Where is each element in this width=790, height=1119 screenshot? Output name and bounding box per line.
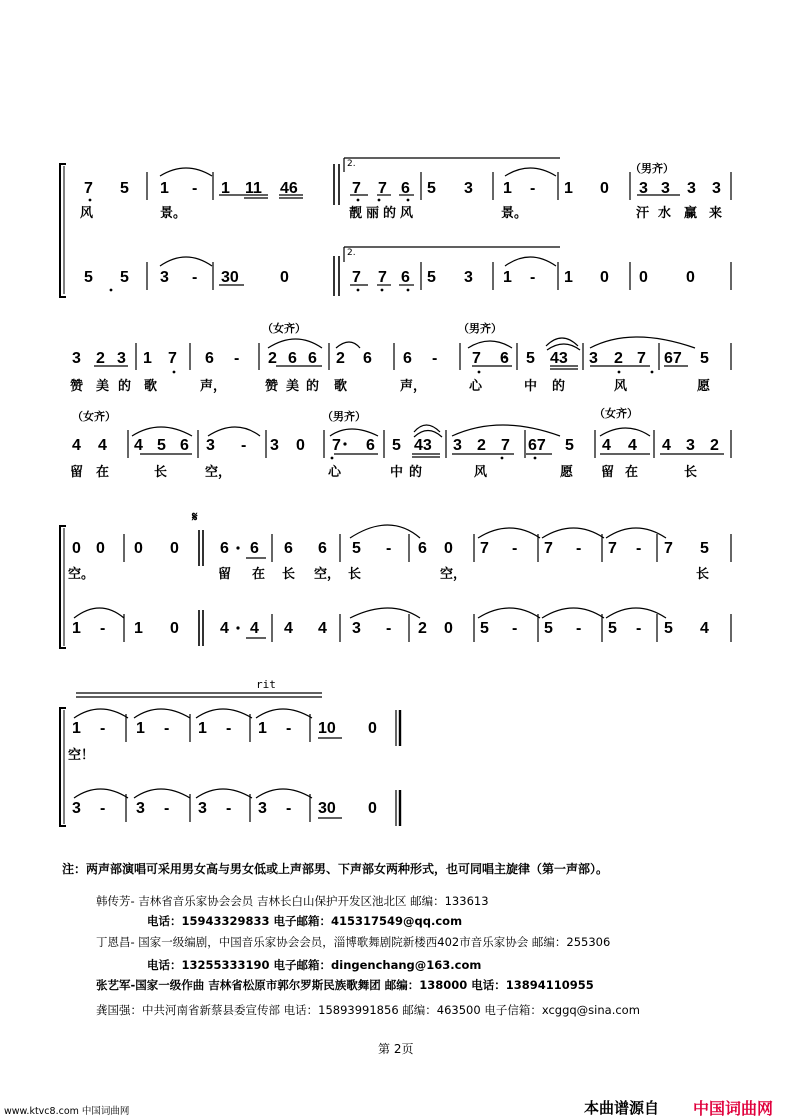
note: 43 [550,350,568,367]
note: 7 [332,437,341,454]
part-mark-male: （男齐） [630,162,674,175]
lyric: 风 [614,379,628,394]
lyric: 风 [474,465,488,480]
note: - [636,540,642,557]
note: 43 [414,437,432,454]
note: - [386,620,392,637]
lyric: 靓丽的风 [349,206,418,221]
note: 1 [258,720,267,737]
note: 3 [352,620,361,637]
lyric: 空， [205,465,232,480]
lyric: 歌 [334,379,348,394]
note: 5 [664,620,673,637]
note: 3 [160,269,169,286]
lyric: 来 [709,206,723,221]
note: 2 [477,437,486,454]
credit-line: 电话：15943329833 电子邮箱：415317549@qq.com [147,914,463,928]
note: 5 [700,540,709,557]
note: 4 [284,620,293,637]
note: 5 [480,620,489,637]
volta-mark-lower: 2. [347,248,356,258]
note: 7 [378,180,387,197]
note: 7 [168,350,177,367]
lyric: 赢 [684,206,698,221]
note: 1 [136,720,145,737]
lyric: 声， [400,379,427,394]
lyric: 的 [306,379,320,394]
note: - [432,350,438,367]
lyric: 愿 [697,379,711,394]
note: 3 [136,800,145,817]
note: 6 [220,540,229,557]
note: 5 [392,437,401,454]
lyric: 景。 [160,206,187,221]
lyric: 赞 [265,379,279,394]
note: 0 [600,180,609,197]
lyric: 美 [286,379,300,394]
lyric: 心 [328,465,342,480]
lyric: 长 [348,567,362,582]
lyric: 歌 [144,379,158,394]
note: 0 [444,540,453,557]
lyric: 空。 [68,567,95,582]
note: 1 [72,620,81,637]
lyric: 长 [684,465,698,480]
note: 1 [198,720,207,737]
note: 3 [712,180,721,197]
note: 0 [170,620,179,637]
note: 0 [170,540,179,557]
note: 4 [628,437,637,454]
lyric: 长 [282,567,296,582]
note: 0 [134,540,143,557]
note: 67 [664,350,682,367]
note: 4 [98,437,107,454]
note: - [226,720,232,737]
note: 0 [72,540,81,557]
lyric: 景。 [501,206,528,221]
note: - [164,800,170,817]
segno-icon: 𝄋 [192,510,198,525]
note: 4 [72,437,81,454]
note: 7 [544,540,553,557]
note: 5 [427,269,436,286]
note: 3 [464,269,473,286]
note: 6 [500,350,509,367]
note: 1 [503,180,512,197]
note: 5 [157,437,166,454]
note: - [234,350,240,367]
note: - [386,540,392,557]
lyric: 声， [200,379,227,394]
note: - [512,620,518,637]
note: 2 [710,437,719,454]
note: 1 [564,269,573,286]
note: 7 [501,437,510,454]
volta-mark-upper: 2. [347,159,356,169]
note: - [286,720,292,737]
lyric: 长 [154,465,168,480]
note: 1 [160,180,169,197]
lyric: 水 [658,206,672,221]
part-mark-female: （女齐） [72,410,116,423]
lyric: 赞 [70,379,84,394]
note: 5 [120,180,129,197]
note: 7 [480,540,489,557]
note: - [530,269,536,286]
note: 4 [602,437,611,454]
note: 5 [120,269,129,286]
note: 1 [134,620,143,637]
lyric: 空， [440,567,467,582]
note: 0 [296,437,305,454]
note: 30 [221,269,239,286]
lyric: 留 [218,567,232,582]
note: 5 [608,620,617,637]
lyric: 空！ [68,748,95,763]
part-mark-female: （女齐） [262,322,306,335]
note: - [636,620,642,637]
note: 0 [280,269,289,286]
note: 7 [378,269,387,286]
lyric: 在 [252,567,266,582]
note: 6 [318,540,327,557]
lyric: 在 [625,465,639,480]
note: 4 [250,620,259,637]
note: - [100,720,106,737]
note: 5 [565,437,574,454]
lyric: 风 [80,206,94,221]
note: 3 [453,437,462,454]
note: 2 [268,350,277,367]
credit-line: 张艺军-国家一级作曲 吉林省松原市郭尔罗斯民族歌舞团 邮编：138000 电话：13894110955 [96,978,594,992]
note: 1 [72,720,81,737]
note: - [241,437,247,454]
note: 4 [662,437,671,454]
part-mark-female: （女齐） [594,407,638,420]
note: 3 [270,437,279,454]
note: 6 [284,540,293,557]
note: 7 [608,540,617,557]
note: 6 [401,269,410,286]
note: 4 [700,620,709,637]
note: 4 [134,437,143,454]
note: 3 [464,180,473,197]
note: 67 [528,437,546,454]
note: 11 [245,180,262,197]
note: 4 [220,620,229,637]
lyric: 在 [96,465,110,480]
note: 6 [180,437,189,454]
note: - [192,269,198,286]
note: 2 [614,350,623,367]
note: 0 [444,620,453,637]
note: 0 [96,540,105,557]
lyric: 美 [96,379,110,394]
note: 6 [288,350,297,367]
lyric: 留 [70,465,84,480]
note: 6 [366,437,375,454]
credit-line: 韩传芳- 吉林省音乐家协会会员 吉林长白山保护开发区池北区 邮编：133613 [96,894,489,908]
credit-line: 电话：13255333190 电子邮箱：dingenchang@163.com [147,958,482,972]
performance-remark: 注：两声部演唱可采用男女高与男女低或上声部男、下声部女两种形式，也可同唱主旋律（第一声部）。 [62,862,609,876]
note: - [100,800,106,817]
site-url[interactable]: www.ktvc8.com 中国词曲网 [4,1106,130,1117]
note: 6 [403,350,412,367]
note: - [512,540,518,557]
note: 5 [427,180,436,197]
note: 0 [600,269,609,286]
note: 7 [664,540,673,557]
lyric: 汗 [636,206,650,221]
note: 6 [205,350,214,367]
note: 5 [352,540,361,557]
note: 3 [589,350,598,367]
note: 3 [687,180,696,197]
page-number: 第 2页 [378,1042,414,1056]
note: 2 [336,350,345,367]
note: 6 [418,540,427,557]
note: 7 [637,350,646,367]
lyric: 长 [696,567,710,582]
note: 0 [368,720,377,737]
note: 3 [258,800,267,817]
ritardando-mark: rit [256,678,276,691]
part-mark-male: （男齐） [322,410,366,423]
note: 3 [72,350,81,367]
note: 1 [143,350,152,367]
note: 6 [401,180,410,197]
note: 0 [368,800,377,817]
note: - [576,620,582,637]
note: 3 [661,180,670,197]
note: 3 [72,800,81,817]
source-site-link[interactable]: 中国词曲网 [693,1099,774,1118]
lyric: 中的 [390,465,429,480]
note: - [530,180,536,197]
note: 3 [117,350,126,367]
credit-line: 龚国强：中共河南省新蔡县委宣传部 电话：15893991856 邮编：463500 电子信箱：xcggq@sina.com [96,1003,640,1017]
note: - [100,620,106,637]
note: 6 [250,540,259,557]
note: 46 [280,180,298,197]
note: 7 [84,180,93,197]
note: 2 [418,620,427,637]
note: 6 [363,350,372,367]
note: 7 [352,269,361,286]
part-mark-male: （男齐） [458,322,502,335]
note: 3 [686,437,695,454]
lyric: 心 [469,379,483,394]
note: 1 [221,180,230,197]
lyric: 的 [552,379,566,394]
note: 1 [564,180,573,197]
note: 5 [700,350,709,367]
lyric: 的 [118,379,132,394]
lyric: 愿 [560,465,574,480]
note: - [286,800,292,817]
note: 1 [503,269,512,286]
note: 10 [318,720,336,737]
lyric: 空， [314,567,341,582]
note: 6 [308,350,317,367]
note: 7 [472,350,481,367]
credit-line: 丁恩昌- 国家一级编剧，中国音乐家协会会员，淄博歌舞剧院新楼西402市音乐家协会 邮编：255306 [96,935,611,949]
lyric: 中 [524,379,538,394]
note: - [164,720,170,737]
note: - [226,800,232,817]
note: 0 [639,269,648,286]
note: 3 [206,437,215,454]
source-label: 本曲谱源自 [584,1099,660,1117]
note: 5 [544,620,553,637]
note: 2 [96,350,105,367]
note: 30 [318,800,336,817]
lyric: 留 [601,465,615,480]
note: 3 [639,180,648,197]
note: 5 [526,350,535,367]
note: 3 [198,800,207,817]
note: - [576,540,582,557]
note: 0 [686,269,695,286]
note: 5 [84,269,93,286]
note: 4 [318,620,327,637]
note: - [192,180,198,197]
note: 7 [352,180,361,197]
